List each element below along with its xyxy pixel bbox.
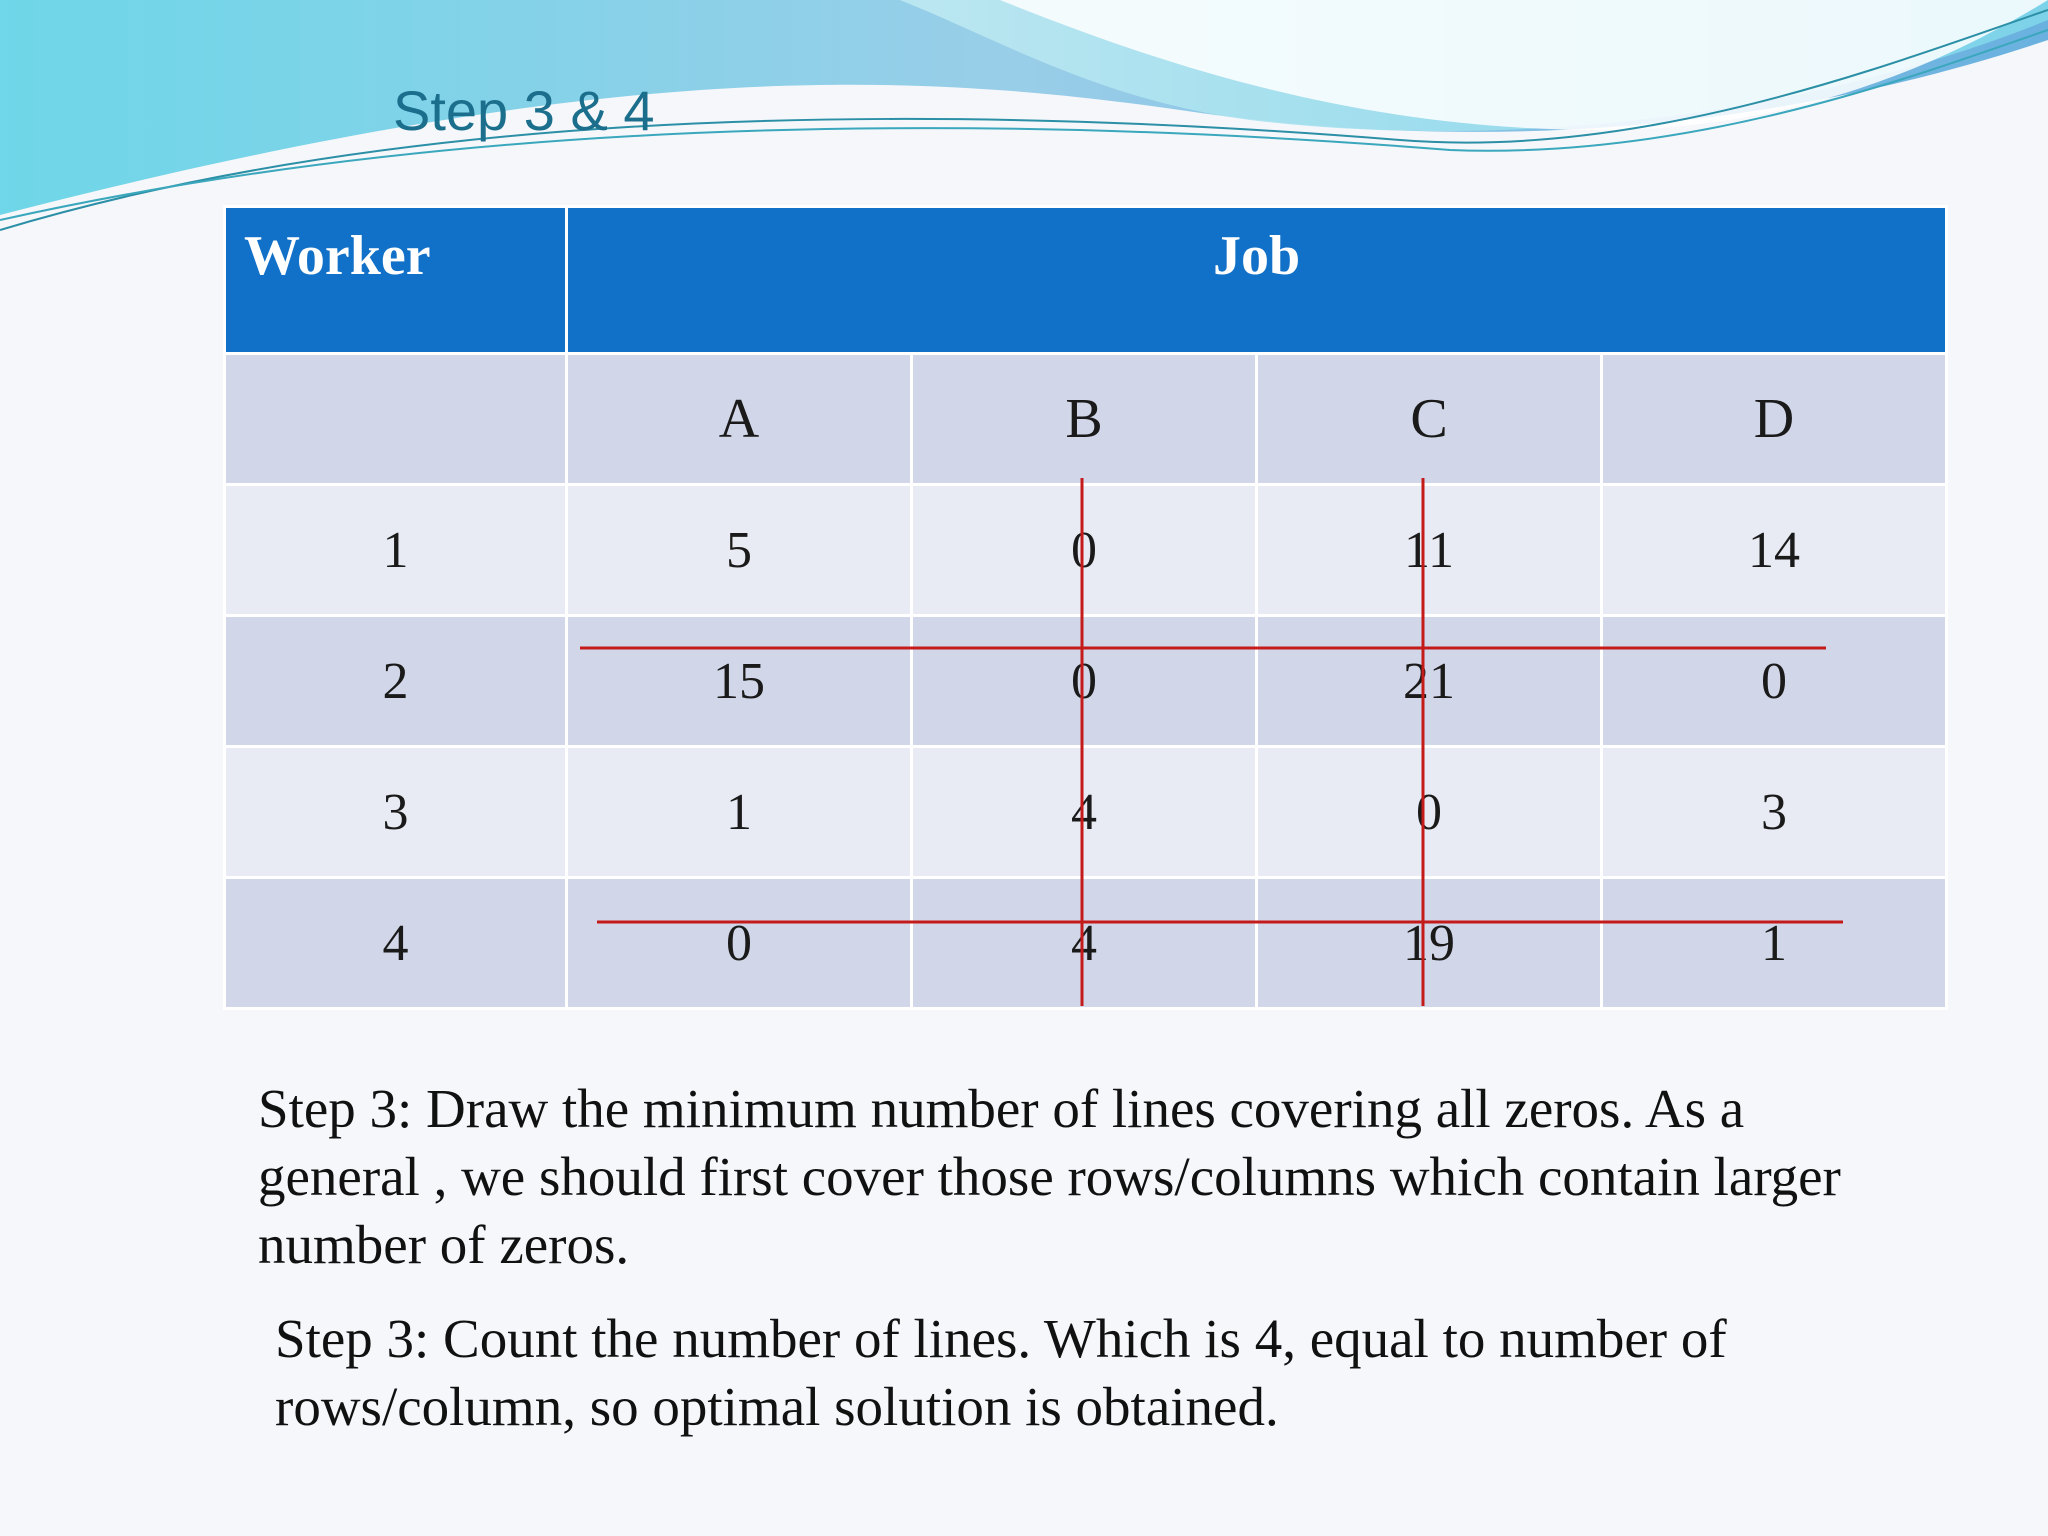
- table-row: [225, 878, 1947, 1009]
- job-columns-row: [225, 354, 1947, 485]
- worker-label: 3: [225, 747, 567, 878]
- cost-cell: 19: [1257, 878, 1602, 1009]
- job-column-label: C: [1257, 354, 1602, 485]
- job-column-label: D: [1602, 354, 1947, 485]
- cost-cell: 0: [912, 485, 1257, 616]
- blank-corner-cell: [225, 354, 567, 485]
- job-column-label: B: [912, 354, 1257, 485]
- worker-label: 2: [225, 616, 567, 747]
- table-row: [225, 747, 1947, 878]
- cost-cell: 0: [567, 878, 912, 1009]
- cost-cell: 5: [567, 485, 912, 616]
- cost-cell: 4: [912, 747, 1257, 878]
- cost-cell: 0: [912, 616, 1257, 747]
- step-3-draw-lines-text: Step 3: Draw the minimum number of lines covering all zeros. As a general , we should first cover those rows/columns which contain larger number of zeros.: [258, 1078, 1841, 1275]
- cost-cell: 0: [1257, 747, 1602, 878]
- table-row: [225, 485, 1947, 616]
- cost-cell: 14: [1602, 485, 1947, 616]
- cost-cell: 1: [567, 747, 912, 878]
- assignment-table: [223, 205, 1948, 1010]
- cost-cell: 4: [912, 878, 1257, 1009]
- job-header: Job: [567, 207, 1947, 354]
- worker-label: 1: [225, 485, 567, 616]
- slide-title: Step 3 & 4: [393, 79, 655, 142]
- job-column-label: A: [567, 354, 912, 485]
- table-header-row: [225, 207, 1947, 354]
- cost-cell: 11: [1257, 485, 1602, 616]
- cost-cell: 0: [1602, 616, 1947, 747]
- cost-cell: 15: [567, 616, 912, 747]
- step-3-count-lines-text: Step 3: Count the number of lines. Which is 4, equal to number of rows/column, so optimal solution is obtained.: [275, 1308, 1727, 1437]
- cost-cell: 21: [1257, 616, 1602, 747]
- worker-header: Worker: [225, 207, 567, 354]
- table-row: [225, 616, 1947, 747]
- cost-cell: 1: [1602, 878, 1947, 1009]
- worker-label: 4: [225, 878, 567, 1009]
- cost-cell: 3: [1602, 747, 1947, 878]
